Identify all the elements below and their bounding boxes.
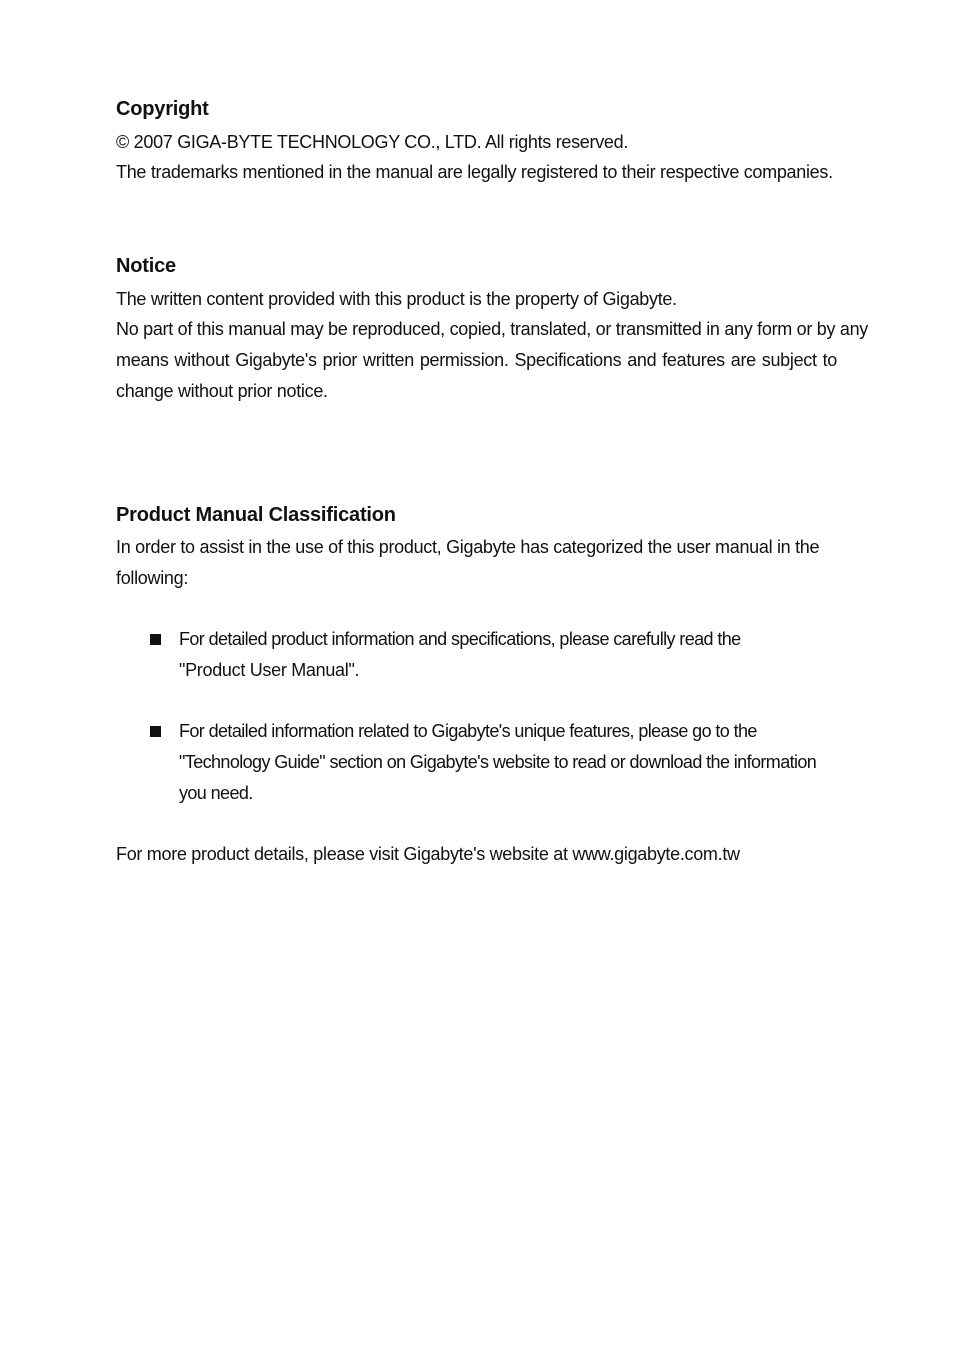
- bullet-item-line-2: "Technology Guide" section on Gigabyte's website to read or download the information: [179, 752, 817, 772]
- notice-heading: Notice: [116, 255, 176, 277]
- classification-heading: Product Manual Classification: [116, 504, 396, 526]
- trademark-statement: The trademarks mentioned in the manual are legally registered to their respective companies.: [116, 162, 833, 182]
- classification-intro-line-2: following:: [116, 568, 189, 588]
- website-reference: For more product details, please visit Gigabyte's website at www.gigabyte.com.tw: [116, 844, 740, 864]
- copyright-statement: © 2007 GIGA-BYTE TECHNOLOGY CO., LTD. All rights reserved.: [116, 132, 629, 152]
- square-bullet-icon: [150, 726, 161, 737]
- bullet-item-line-3: you need.: [179, 783, 253, 803]
- notice-line-1: The written content provided with this product is the property of Gigabyte.: [116, 289, 677, 309]
- notice-line-2: No part of this manual may be reproduced, copied, translated, or transmitted in any form or by any: [116, 319, 868, 339]
- square-bullet-icon: [150, 634, 161, 645]
- copyright-heading: Copyright: [116, 98, 209, 120]
- classification-intro-line-1: In order to assist in the use of this product, Gigabyte has categorized the user manual in the: [116, 537, 820, 557]
- notice-line-3: means without Gigabyte's prior written permission. Specifications and features are subject to: [116, 350, 837, 370]
- bullet-item-line-1: For detailed product information and specifications, please carefully read the: [179, 629, 741, 649]
- bullet-item-line-1: For detailed information related to Gigabyte's unique features, please go to the: [179, 721, 757, 741]
- bullet-item-line-2: "Product User Manual".: [179, 660, 360, 680]
- notice-line-4: change without prior notice.: [116, 381, 328, 401]
